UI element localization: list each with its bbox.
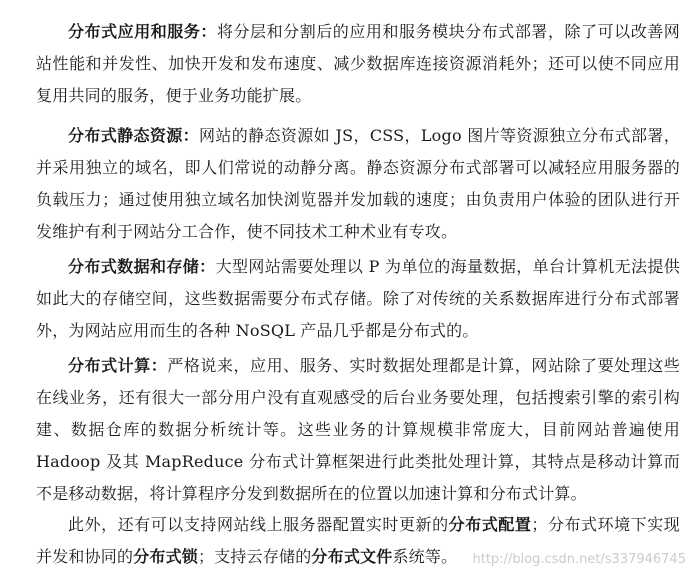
paragraph-text: 系统等。 bbox=[392, 547, 458, 566]
paragraph-text: 网站的静态资源如 JS，CSS，Logo 图片等资源独立分布式部署，并采用独立的域名，即人们常说的动静分离。静态资源分布式部署可以减轻应用服务器的负载压力；通过使用独立域名加快浏览器并发加载的速度；由负责用户体验的团队进行开发维护有利于网站分工合作，使不同技术工种术业有专攻。 bbox=[36, 126, 680, 241]
term-distributed-file: 分布式文件 bbox=[311, 547, 393, 566]
term-distributed-services: 分布式应用和服务： bbox=[68, 22, 217, 41]
paragraph-distributed-services bbox=[36, 16, 680, 112]
paragraph-text: ；支持云存储的 bbox=[198, 547, 312, 566]
paragraph-text: ；分布式环境下实现并发和协同的 bbox=[36, 515, 680, 566]
paragraph-distributed-static-resources bbox=[36, 120, 680, 248]
paragraph-text: 将分层和分割后的应用和服务模块分布式部署，除了可以改善网站性能和并发性、加快开发和发布速度、减少数据库连接资源消耗外；还可以使不同应用复用共同的服务，便于业务功能扩展。 bbox=[36, 22, 680, 105]
term-distributed-config: 分布式配置 bbox=[448, 515, 532, 534]
term-distributed-data-storage: 分布式数据和存储： bbox=[68, 257, 216, 276]
paragraph-distributed-computing bbox=[36, 350, 680, 510]
paragraph-distributed-data-storage bbox=[36, 251, 680, 347]
watermark: http://blog.csdn.net/s337946745 bbox=[472, 552, 686, 567]
paragraph-other-distributed bbox=[36, 509, 680, 573]
paragraph-text: 严格说来，应用、服务、实时数据处理都是计算，网站除了要处理这些在线业务，还有很大一部分用户没有直观感受的后台业务要处理，包括搜索引擎的索引构建、数据仓库的数据分析统计等。这些业务的计算规模非常庞大，目前网站普遍使用 Hadoop 及其 MapReduce 分布式计算框架进行此类批处理计算，其特点是移动计算而不是移动数据，将计算程序分发到数据所在的位置以加速计算和分布式计算。 bbox=[36, 356, 681, 503]
term-distributed-computing: 分布式计算： bbox=[68, 356, 168, 375]
term-distributed-static-resources: 分布式静态资源： bbox=[68, 126, 200, 145]
term-distributed-lock: 分布式锁 bbox=[133, 547, 199, 566]
paragraph-text: 此外，还有可以支持网站线上服务器配置实时更新的 bbox=[68, 515, 449, 534]
paragraph-text: 大型网站需要处理以 P 为单位的海量数据，单台计算机无法提供如此大的存储空间，这些数据需要分布式存储。除了对传统的关系数据库进行分布式部署外，为网站应用而生的各种 NoSQL 产品几乎都是分布式的。 bbox=[36, 257, 680, 340]
